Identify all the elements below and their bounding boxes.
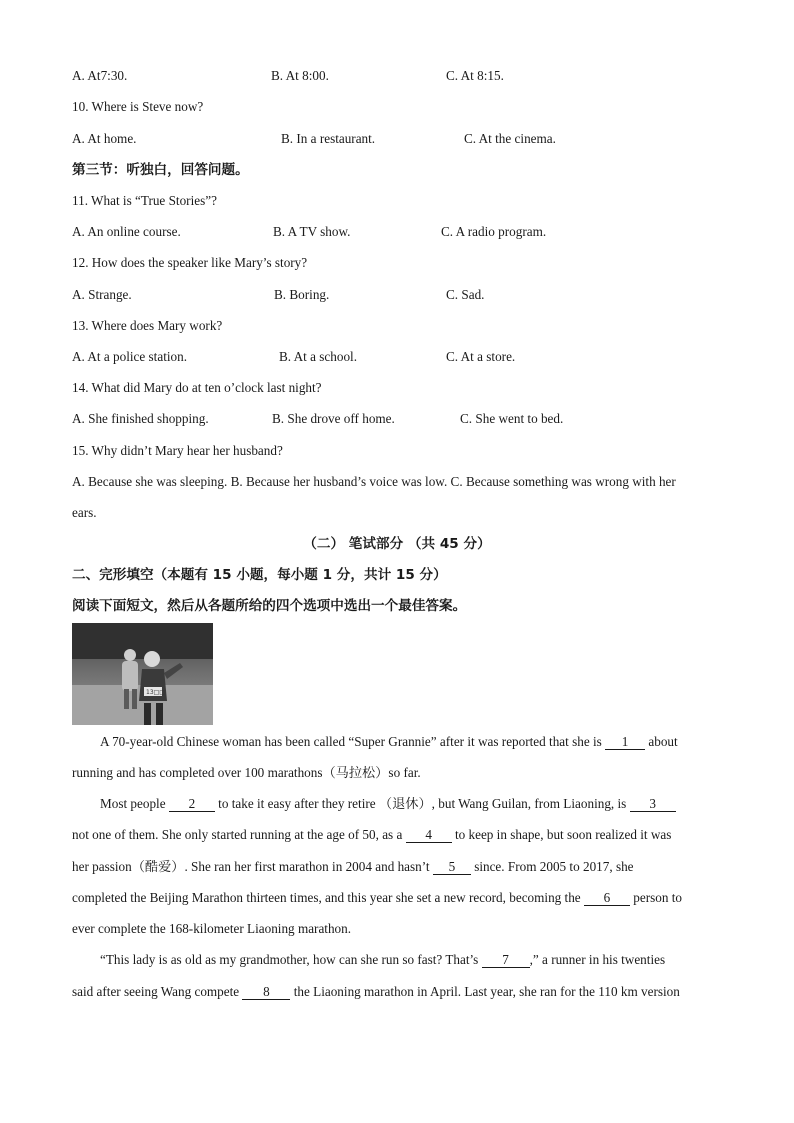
blank-4: 4 bbox=[406, 828, 452, 843]
q12-question: 12. How does the speaker like Mary’s story? bbox=[72, 255, 308, 270]
q9-option-a: A. At7:30. bbox=[72, 68, 128, 83]
q14-option-c: C. She went to bed. bbox=[460, 411, 564, 426]
q12-option-b: B. Boring. bbox=[274, 287, 330, 302]
runner-photo-illustration bbox=[72, 623, 213, 725]
passage-p2-line3 bbox=[72, 859, 720, 875]
q13-option-b: B. At a school. bbox=[279, 349, 358, 364]
passage-p2-line4 bbox=[72, 890, 720, 906]
passage-text: said after seeing Wang compete bbox=[72, 984, 243, 999]
passage-text: A 70-year-old Chinese woman has been called “Super Grannie” after it was reported that she is bbox=[100, 734, 606, 749]
blank-8: 8 bbox=[242, 985, 290, 1000]
passage-p2-line2 bbox=[72, 827, 720, 843]
passage-p1-line2: running and has completed over 100 marathons（马拉松）so far. bbox=[72, 765, 421, 780]
blank-5: 5 bbox=[433, 860, 471, 875]
q10-option-c: C. At the cinema. bbox=[464, 131, 556, 146]
passage-text: ,” a runner in his twenties bbox=[529, 952, 666, 967]
blank-7: 7 bbox=[482, 953, 530, 968]
passage-p2-line5: ever complete the 168-kilometer Liaoning marathon. bbox=[72, 921, 352, 936]
passage-text: not one of them. She only started running at the age of 50, as a bbox=[72, 827, 406, 842]
passage-p3-line2 bbox=[72, 984, 720, 1000]
passage-text: “This lady is as old as my grandmother, how can she run so fast? That’s bbox=[100, 952, 482, 967]
q14-question: 14. What did Mary do at ten o’clock last night? bbox=[72, 380, 322, 395]
q10-option-b: B. In a restaurant. bbox=[281, 131, 376, 146]
q14-option-b: B. She drove off home. bbox=[272, 411, 395, 426]
cloze-instruction: 阅读下面短文，然后从各题所给的四个选项中选出一个最佳答案。 bbox=[72, 598, 467, 614]
passage-p1-line1 bbox=[72, 734, 720, 750]
q10-option-a: A. At home. bbox=[72, 131, 137, 146]
q13-question: 13. Where does Mary work? bbox=[72, 318, 223, 333]
section3-heading: 第三节：听独白，回答问题。 bbox=[72, 162, 249, 178]
passage-text: the Liaoning marathon in April. Last year, she ran for the 110 km version bbox=[290, 984, 680, 999]
q15-options-line1: A. Because she was sleeping. B. Because her husband’s voice was low. C. Because something was wrong with her bbox=[72, 474, 676, 489]
blank-3: 3 bbox=[630, 797, 676, 812]
passage-text: to keep in shape, but soon realized it was bbox=[451, 827, 672, 842]
passage-text: her passion（酷爱）. She ran her first marathon in 2004 and hasn’t bbox=[72, 859, 433, 874]
passage-text: about bbox=[645, 734, 678, 749]
q13-option-c: C. At a store. bbox=[446, 349, 516, 364]
passage-text: Most people bbox=[100, 796, 169, 811]
q13-option-a: A. At a police station. bbox=[72, 349, 188, 364]
passage-text: person to bbox=[629, 890, 682, 905]
section2-heading: 二、完形填空（本题有 15 小题，每小题 1 分，共计 15 分） bbox=[72, 567, 447, 583]
q12-option-c: C. Sad. bbox=[446, 287, 485, 302]
passage-text: completed the Beijing Marathon thirteen times, and this year she set a new record, becoming the bbox=[72, 890, 584, 905]
q11-option-b: B. A TV show. bbox=[273, 224, 351, 239]
q15-options-line2: ears. bbox=[72, 505, 97, 520]
q9-option-c: C. At 8:15. bbox=[446, 68, 504, 83]
q12-option-a: A. Strange. bbox=[72, 287, 132, 302]
q11-option-a: A. An online course. bbox=[72, 224, 181, 239]
part2-heading: （二） 笔试部分 （共 45 分） bbox=[303, 536, 491, 552]
runner-bib-number: 13□□ bbox=[146, 689, 165, 696]
blank-1: 1 bbox=[605, 735, 645, 750]
q10-question: 10. Where is Steve now? bbox=[72, 99, 204, 114]
q11-question: 11. What is “True Stories”? bbox=[72, 193, 217, 208]
blank-2: 2 bbox=[169, 797, 215, 812]
q15-question: 15. Why didn’t Mary hear her husband? bbox=[72, 443, 283, 458]
passage-text: to take it easy after they retire （退休）, but Wang Guilan, from Liaoning, is bbox=[214, 796, 630, 811]
q11-option-c: C. A radio program. bbox=[441, 224, 547, 239]
runner-photo bbox=[72, 623, 213, 725]
q9-option-b: B. At 8:00. bbox=[271, 68, 329, 83]
passage-p2-line1 bbox=[72, 796, 720, 812]
passage-p3-line1 bbox=[72, 952, 720, 968]
q14-option-a: A. She finished shopping. bbox=[72, 411, 209, 426]
blank-6: 6 bbox=[584, 891, 630, 906]
passage-text: since. From 2005 to 2017, she bbox=[470, 859, 634, 874]
